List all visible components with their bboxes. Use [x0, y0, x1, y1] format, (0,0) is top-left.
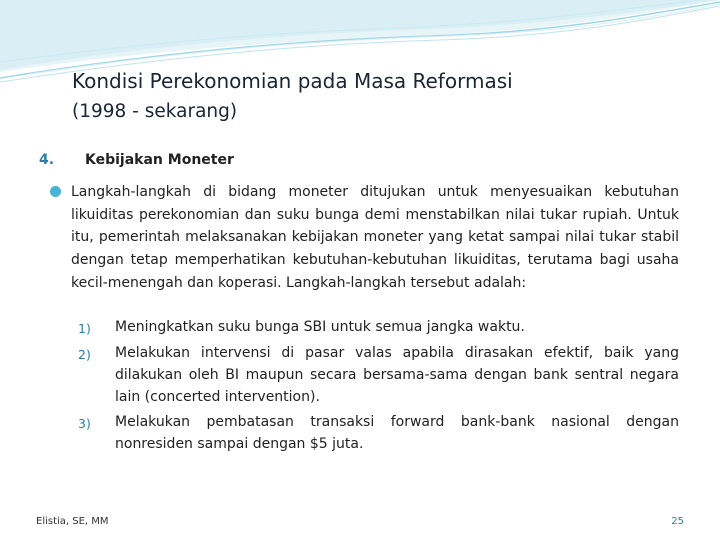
slide-title: Kondisi Perekonomian pada Masa Reformasi: [72, 69, 513, 93]
list-item-number: 3): [78, 416, 91, 431]
slide-subtitle: (1998 - sekarang): [72, 101, 238, 122]
section-heading: Kebijakan Moneter: [85, 152, 234, 168]
page-number: 25: [671, 516, 684, 527]
list-item-text: Melakukan intervensi di pasar valas apabila dirasakan efektif, baik yang dilakukan oleh BI maupun secara bersama-sama dengan bank sentral negara lain (concerted intervention).: [115, 345, 679, 406]
list-item-text: Meningkatkan suku bunga SBI untuk semua jangka waktu.: [115, 319, 525, 335]
footer-author: Elistia, SE, MM: [36, 516, 109, 527]
list-item-number: 1): [78, 321, 91, 336]
list-item-text: Melakukan pembatasan transaksi forward bank-bank nasional dengan nonresiden sampai dengan $5 juta.: [115, 414, 679, 453]
bullet-dot-icon: [50, 186, 61, 197]
list-item-number: 2): [78, 347, 91, 362]
body-paragraph: Langkah-langkah di bidang moneter ditujukan untuk menyesuaikan kebutuhan likuiditas perekonomian dan suku bunga demi menstabilkan nilai tukar rupiah. Untuk itu, pemerintah melaksanakan kebijakan moneter yang ketat sampai nilai tukar stabil dengan tetap memperhatikan kebutuhan-kebutuhan likuiditas, terutama bagi usaha kecil-menengah dan koperasi. Langkah-langkah tersebut adalah:: [71, 184, 679, 291]
section-number: 4.: [39, 152, 55, 168]
